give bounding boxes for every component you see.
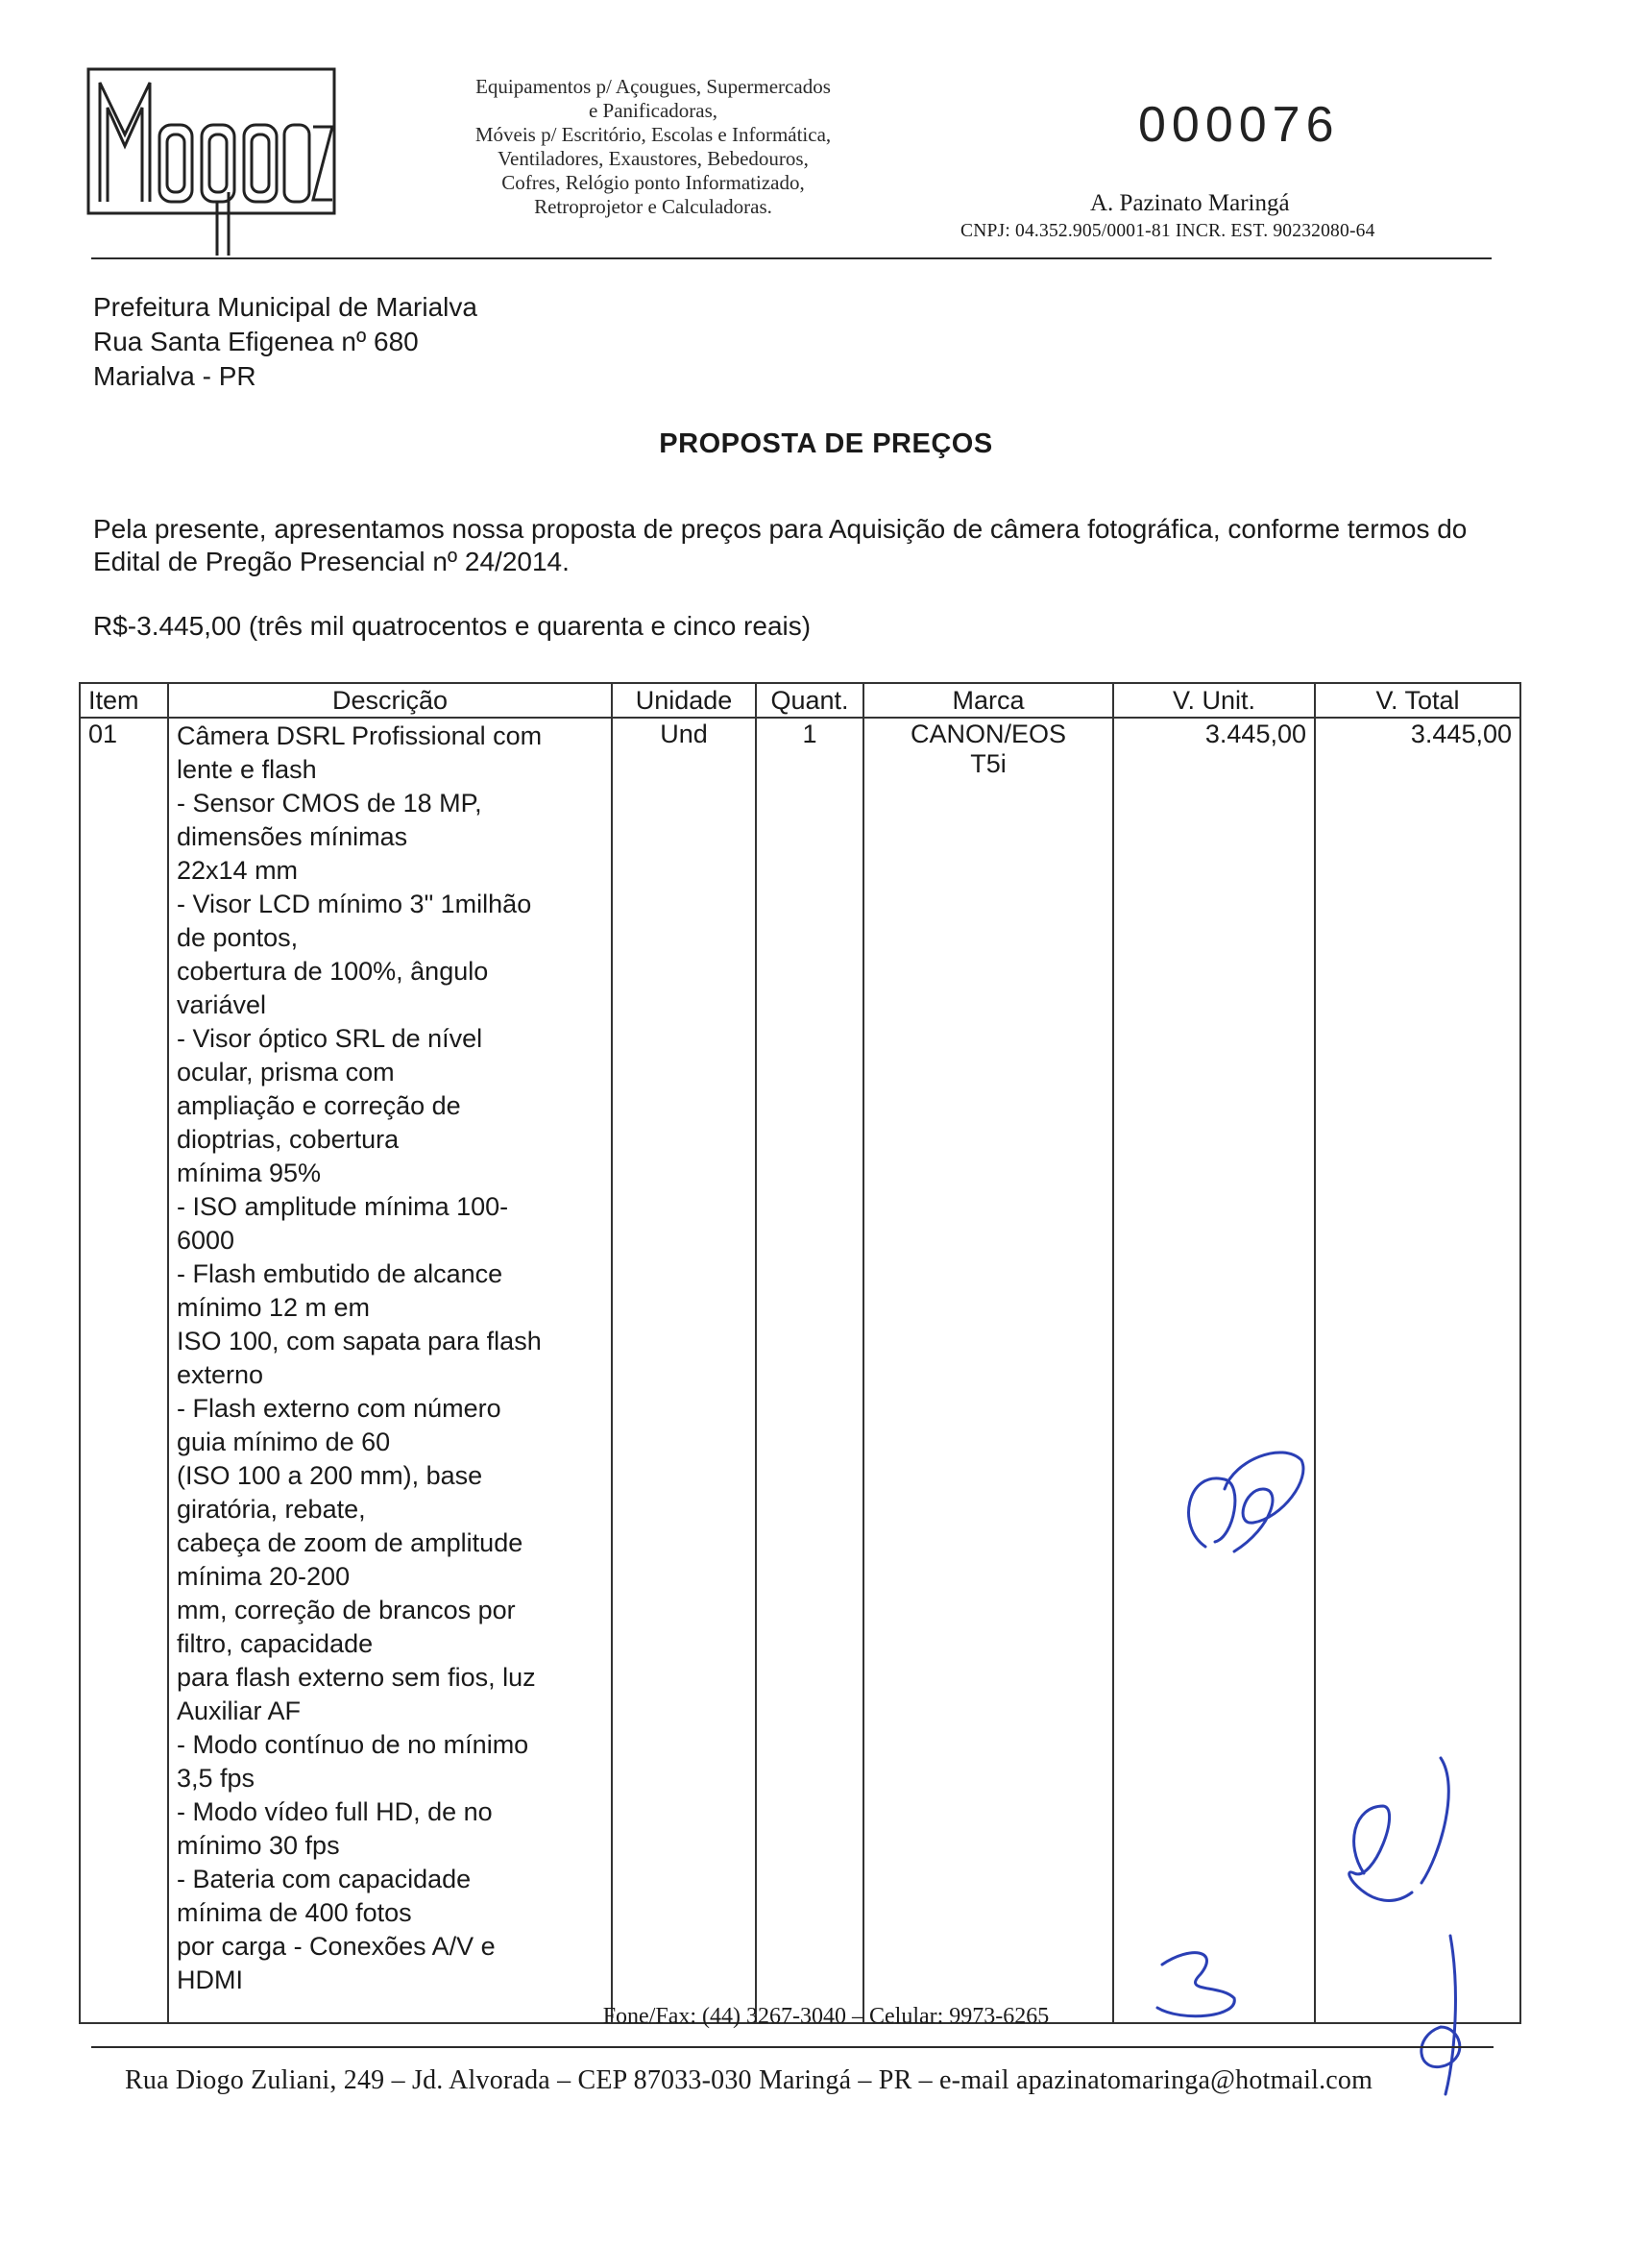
recipient-city: Marialva - PR <box>93 361 256 391</box>
page-title: PROPOSTA DE PREÇOS <box>659 428 993 459</box>
description-line: - Modo vídeo full HD, de no <box>177 1797 493 1826</box>
description-line: ISO 100, com sapata para flash <box>177 1327 542 1355</box>
handwritten-initials-1 <box>1167 1431 1321 1566</box>
column-header-total-price: V. Total <box>1315 683 1520 718</box>
description-line: - Visor LCD mínimo 3" 1milhão <box>177 890 532 918</box>
description-line: mm, correção de brancos por <box>177 1596 516 1624</box>
description-line: para flash externo sem fios, luz <box>177 1663 536 1692</box>
header-divider <box>91 257 1492 259</box>
services-line: e Panificadoras, <box>588 99 718 122</box>
company-name: A. Pazinato Maringá <box>1090 190 1290 216</box>
recipient-name: Prefeitura Municipal de Marialva <box>93 292 477 322</box>
description-line: de pontos, <box>177 923 299 952</box>
description-line: - Visor óptico SRL de nível <box>177 1024 483 1053</box>
services-line: Ventiladores, Exaustores, Bebedouros, <box>498 147 809 170</box>
recipient-block <box>93 290 477 394</box>
item-number: 01 <box>80 718 168 2023</box>
description-line: - Flash embutido de alcance <box>177 1259 503 1288</box>
services-line: Equipamentos p/ Açougues, Supermercados <box>475 75 831 98</box>
table-row <box>80 718 1520 2023</box>
description-line: 3,5 fps <box>177 1764 255 1793</box>
description-line: ocular, prisma com <box>177 1058 395 1086</box>
services-line: Móveis p/ Escritório, Escolas e Informática, <box>474 123 832 146</box>
description-line: filtro, capacidade <box>177 1629 374 1658</box>
description-line: dimensões mínimas <box>177 822 408 851</box>
brand-line: CANON/EOS <box>910 720 1067 748</box>
footer-address: Rua Diogo Zuliani, 249 – Jd. Alvorada – CEP 87033-030 Maringá – PR – e-mail apazinatomaringa@hotmail.com <box>125 2065 1373 2095</box>
footer-phone: Fone/Fax: (44) 3267-3040 – Celular: 9973-6265 <box>602 2004 1050 2029</box>
items-table <box>79 682 1521 2024</box>
column-header-item: Item <box>80 683 168 718</box>
item-unit: Und <box>612 718 756 2023</box>
description-line: - Modo contínuo de no mínimo <box>177 1730 529 1759</box>
description-line: 22x14 mm <box>177 856 299 885</box>
column-header-unit: Unidade <box>612 683 756 718</box>
description-line: variável <box>177 990 267 1019</box>
column-header-brand: Marca <box>863 683 1113 718</box>
company-logo <box>86 67 336 259</box>
description-line: guia mínimo de 60 <box>177 1428 391 1456</box>
company-services <box>423 75 884 219</box>
total-amount-text: R$-3.445,00 (três mil quatrocentos e quarenta e cinco reais) <box>93 611 812 641</box>
item-quantity: 1 <box>756 718 863 2023</box>
description-line: por carga - Conexões A/V e <box>177 1932 496 1961</box>
column-header-quantity: Quant. <box>756 683 863 718</box>
table-header-row <box>80 683 1520 718</box>
item-unit-price: 3.445,00 <box>1113 718 1315 2023</box>
description-line: cabeça de zoom de amplitude <box>177 1528 523 1557</box>
services-line: Cofres, Relógio ponto Informatizado, <box>501 171 805 194</box>
description-line: lente e flash <box>177 755 317 784</box>
intro-paragraph: Pela presente, apresentamos nossa proposta de preços para Aquisição de câmera fotográfica, conforme termos do Edital de Pregão Presencial nº 24/2014. <box>93 514 1468 576</box>
item-brand <box>863 718 1113 2023</box>
recipient-street: Rua Santa Efigenea nº 680 <box>93 327 419 356</box>
description-line: ampliação e correção de <box>177 1091 461 1120</box>
description-line: externo <box>177 1360 264 1389</box>
description-line: mínima 95% <box>177 1159 322 1187</box>
description-line: mínima de 400 fotos <box>177 1898 412 1927</box>
description-line: mínima 20-200 <box>177 1562 351 1591</box>
description-line: - Bateria com capacidade <box>177 1865 472 1893</box>
company-cnpj: CNPJ: 04.352.905/0001-81 INCR. EST. 90232080-64 <box>960 221 1375 241</box>
description-line: - Flash externo com número <box>177 1394 501 1423</box>
brand-line: T5i <box>970 749 1007 778</box>
document-number: 000076 <box>1138 97 1340 153</box>
description-line: giratória, rebate, <box>177 1495 366 1524</box>
description-line: dioptrias, cobertura <box>177 1125 400 1154</box>
description-line: - ISO amplitude mínima 100- <box>177 1192 509 1221</box>
footer-divider <box>91 2046 1494 2048</box>
description-line: 6000 <box>177 1226 235 1255</box>
column-header-description: Descrição <box>168 683 612 718</box>
description-line: (ISO 100 a 200 mm), base <box>177 1461 483 1490</box>
description-line: mínimo 30 fps <box>177 1831 340 1860</box>
item-description <box>168 718 612 2023</box>
item-total-price: 3.445,00 <box>1315 718 1520 2023</box>
services-line: Retroprojetor e Calculadoras. <box>534 195 772 218</box>
description-line: cobertura de 100%, ângulo <box>177 957 489 986</box>
description-line: Auxiliar AF <box>177 1697 302 1725</box>
description-line: Câmera DSRL Profissional com <box>177 721 543 750</box>
handwritten-initials-2 <box>1316 1748 1470 1941</box>
description-line: mínimo 12 m em <box>177 1293 371 1322</box>
description-line: - Sensor CMOS de 18 MP, <box>177 789 482 818</box>
column-header-unit-price: V. Unit. <box>1113 683 1315 718</box>
description-line: HDMI <box>177 1965 243 1994</box>
